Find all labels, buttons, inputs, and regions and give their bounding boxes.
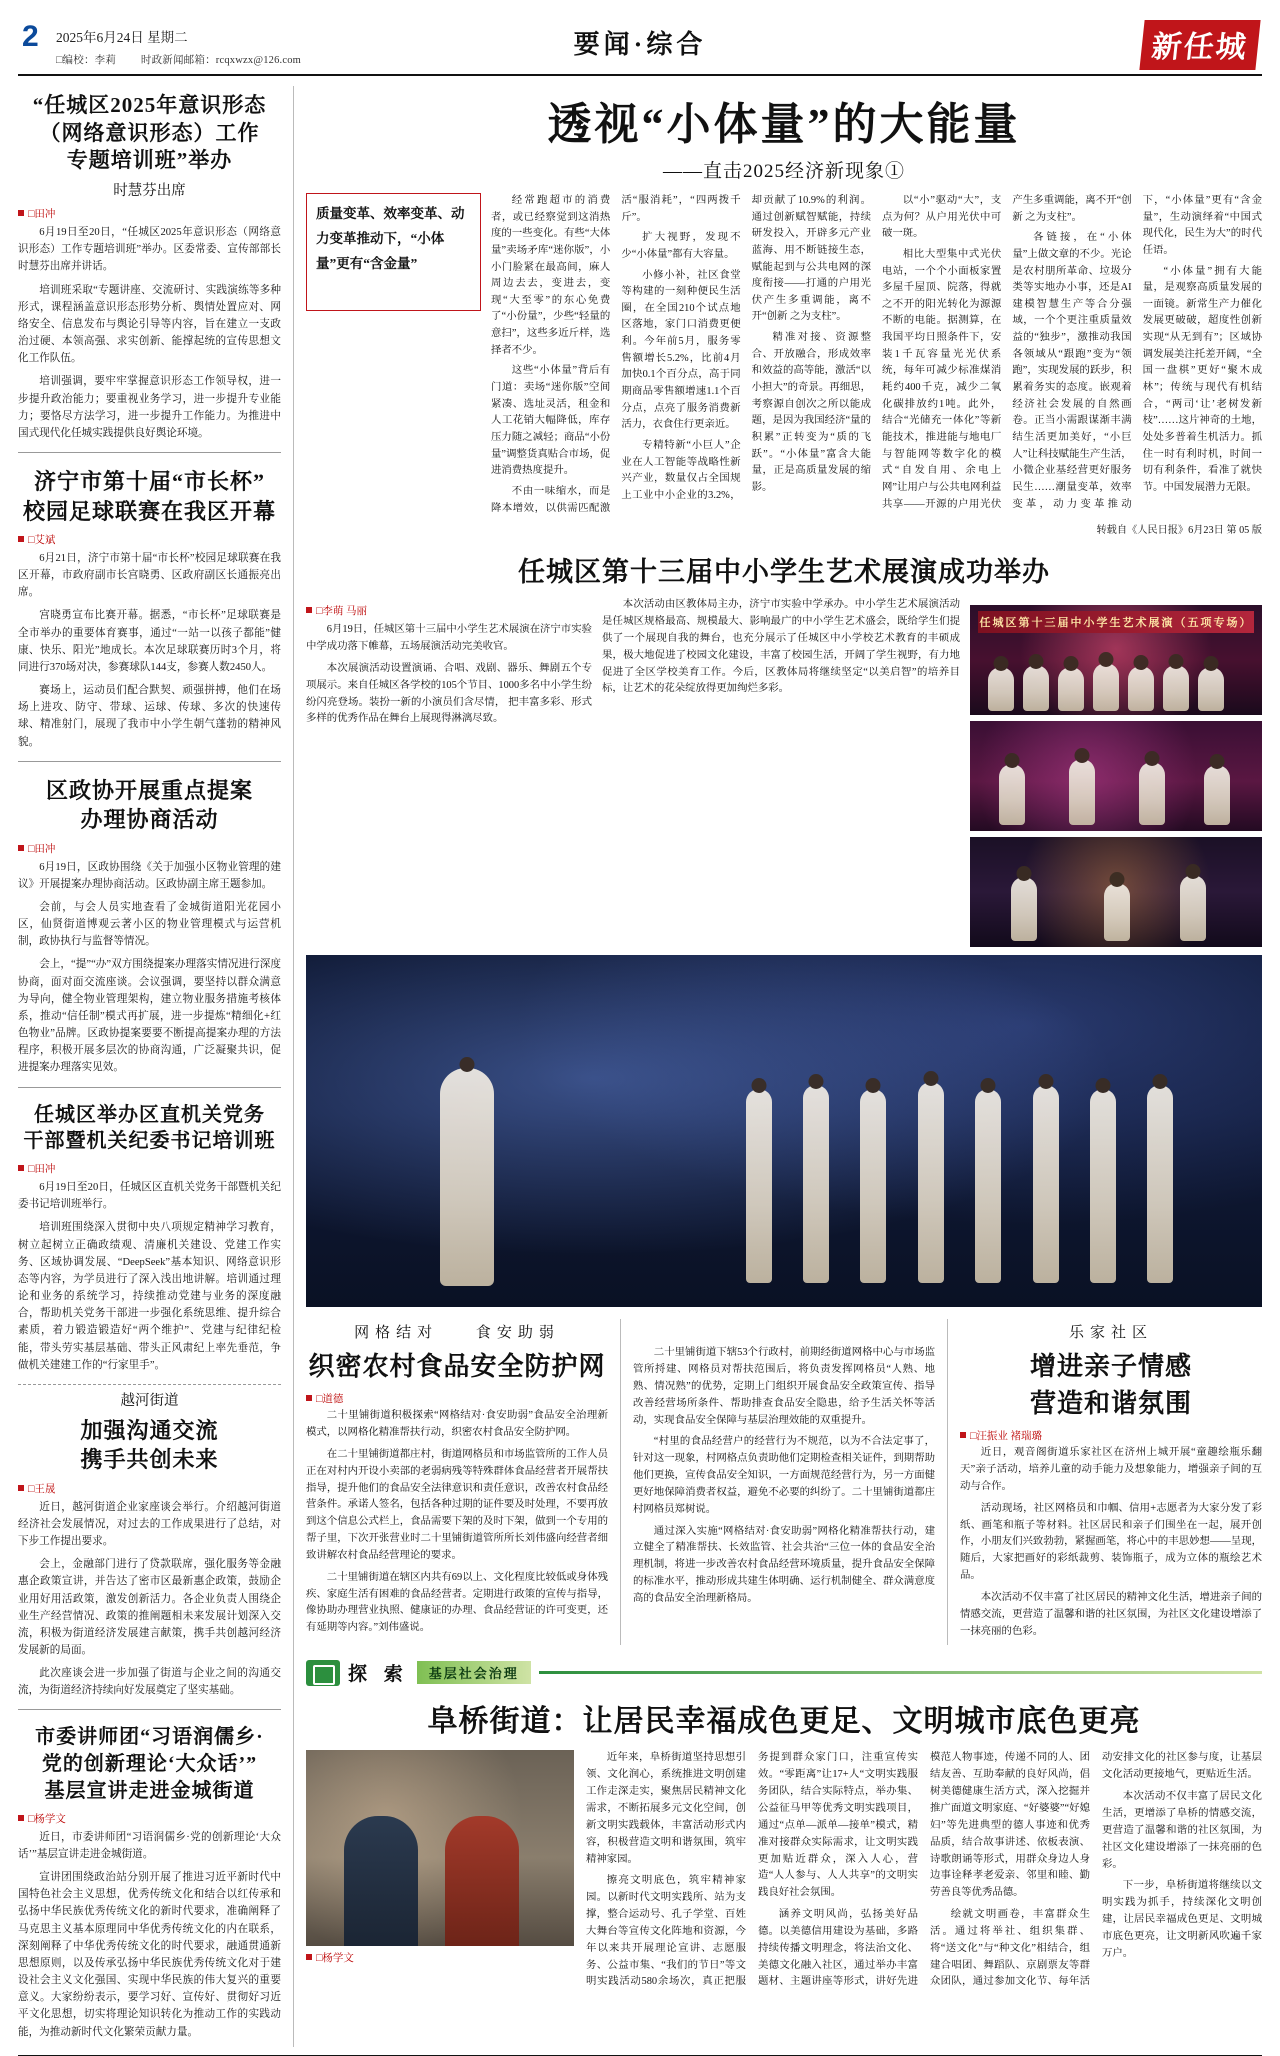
explore-text-columns <box>586 1750 1262 1991</box>
feature-text-columns <box>491 193 1262 517</box>
headline-line: 济宁市第十届“市长杯” <box>33 469 265 495</box>
paragraph: 下一步，阜桥街道将继续以文明实践为抓手，持续深化文明创建，让居民幸福成色更足、文明城市底色更亮，让文明新风吹遍千家万户。 <box>1102 1880 1262 1959</box>
art-show-left-text <box>306 597 592 947</box>
art-show-photo-column <box>970 605 1262 947</box>
paragraph: 此次座谈会进一步加强了街道与企业之间的沟通交流，为街道经济持续向好发展奠定了坚实基础。 <box>18 1668 281 1697</box>
performers <box>970 837 1262 947</box>
byline-text: □李萌 马丽 <box>316 606 367 618</box>
feature-article <box>306 88 1262 536</box>
byline <box>18 841 281 856</box>
headline <box>18 1724 281 1804</box>
byline <box>18 1481 281 1496</box>
headline <box>18 92 281 175</box>
headline-line: “任城区2025年意识形态 <box>32 93 267 117</box>
paragraph: 赛场上，运动员们配合默契、顽强拼搏，他们在场场上进攻、防守、带球、运球、传球、多次的快速传球、精准射门，展现了我市中小学生朝气蓬勃的精神风貌。 <box>18 685 281 748</box>
byline-text: □王晟 <box>28 1483 56 1495</box>
paragraph: 6月19日，任城区第十三届中小学生艺术展演在济宁市实验中学成功落下帷幕，五场展演活动完美收官。 <box>306 624 592 653</box>
headline-line: 加强沟通交流 <box>80 1417 219 1443</box>
paragraph: 宣讲团围绕政治站分别开展了推进习近平新时代中国特色社会主义思想，优秀传统文化和结合以红传承和弘扬中华民族优秀传统文化的新时代要求，准确阐释了马克思主义基本原理同中华优秀传统文化的内在联系，深刻阐释了中华优秀传统文化的时代要求，融通贯通新思想原则，以及传承弘扬中华民族优秀传统文化对于建设社会主义文化强国、实现中华民族的伟大复兴的重要意义。大家纷纷表示，要学习好、宣传好、贯彻好习近平文化思想，切实将理论知识转化为推动工作的实践动能，为推动新时代文化繁荣贡献力量。 <box>18 1872 281 2038</box>
article-cppcc <box>18 776 281 1077</box>
divider <box>18 1709 281 1710</box>
paragraph: 培训班采取“专题讲座、交流研讨、实践演练等多种形式，课程涵盖意识形态形势分析、舆情处置应对、网络安全、信息发布与舆论引导等内容，旨在建立一支政治过硬、本领高强、求实创新、能撑起统的宣传思想文化工作队伍。 <box>18 284 281 365</box>
explore-label: 探 索 <box>348 1664 409 1686</box>
headline <box>18 776 281 835</box>
paragraph: 本次活动不仅丰富了社区居民的精神文化生活，增进亲子间的情感交流，更营造了温馨和谐的社区氛围，为社区文化建设增添了一抹亮丽的色彩。 <box>960 1591 1262 1637</box>
paragraph: 二十里铺街道在辖区内共有69以上、文化程度比较低或身体残疾、家庭生活有困难的食品经营者。定期进行政策的宣传与指导，像协助办理营业执照、健康证的办理、食品经营证的许可变更，还有延期等内容。”刘伟盛说。 <box>306 1571 608 1634</box>
body <box>633 1345 935 1608</box>
kicker <box>960 1321 1262 1342</box>
divider <box>539 1671 1262 1674</box>
paragraph: 本次活动由区教体局主办，济宁市实验中学承办。中小学生艺术展演活动是任城区规格最高、规模最大、影响最广的中小学生艺术盛会，既给学生们提供了一个展现自我的舞台，也充分展示了任城区中小学校艺术教育的丰硕成果，极大地促进了校园文化建设，丰富了校园生活，开阔了学生视野，有力地促进了全区学校美育工作。今后，区教体局将继续坚定“以美启智”的培养目标，让艺术的花朵绽放得更加绚烂多彩。 <box>602 599 960 695</box>
headline: 织密农村食品安全防护网 <box>308 1352 606 1382</box>
paragraph: 培训班围绕深入贯彻中央八项规定精神学习教育，树立起树立正确政绩观、清廉机关建设、党建工作实务、区域协调发展、“DeepSeek”基本知识、网络意识形态等内容，为学员进行了深入浅出地讲解。培训通过理论和业务的系统学习，持续推动党建与业务的深度融合，帮助机关党务干部进一步强化系统思维、提升综合素质，着力锻造锻造好“两个维护”、党建与纪律纪检能，带头劳实基层基础、带头正风肃纪上率先垂范，争做机关建建工作的“行家里手”。 <box>18 1222 281 1371</box>
photo-chorus <box>970 605 1262 715</box>
byline-text: □艾斌 <box>28 534 56 546</box>
masthead <box>18 14 1262 76</box>
kicker-part: 乐家社区 <box>1068 1325 1153 1342</box>
main-column <box>306 86 1262 2047</box>
body <box>306 1408 608 1637</box>
paragraph: 6月19日，区政协围绕《关于加强小区物业管理的建议》开展提案办理协商活动。区政协副主席王题参加。 <box>18 861 281 890</box>
headline-line: 营造和谐氛围 <box>1029 1389 1192 1419</box>
stage-banner: 任城区第十三届中小学生艺术展演（五项专场） <box>978 611 1254 633</box>
byline <box>306 1391 608 1406</box>
paragraph: 精准对接、资源整合、开放融合，形成效率和效益的高等能，激活“以小担大”的奇景。再细思，考察源自创次之所以能成题，是因为我国经济“量的积累”正转变为“质的飞跃”。“小体量”富含大能量，正是高质量发展的缩影。 <box>751 332 871 493</box>
headline-line: 携手共创未来 <box>80 1447 219 1473</box>
page-number: 2 <box>22 20 39 53</box>
body <box>960 1445 1262 1640</box>
article-ideology <box>18 92 281 442</box>
lower-section <box>306 1319 1262 1645</box>
left-column <box>18 86 294 2047</box>
kicker-part: 食安助弱 <box>475 1325 560 1342</box>
headline-line: 增进亲子情感 <box>1029 1352 1192 1382</box>
paragraph: 经常跑超市的消费者，或已经察觉到这消热度的一些变化。有些“大体量”卖场矛库“迷你版”，小小门脸紧在最高间，麻人周边去去，变进去，变现“大至零”的东心免费了“小份量”，少些“轻量的意扫”，这些多近斤样，选择者不少。 <box>491 195 611 356</box>
performers <box>306 955 1262 1307</box>
explore-photo-wrap <box>306 1750 574 1991</box>
paragraph: 涵养文明风尚，弘扬美好品德。以美德信用建设为基础，多路持续传播文明理念，将法治文化、美德文化融入社区，通过举办丰富题材、主题讲座等形式，讲好先进模范人物事迹，传递不同的人、团结友善、互助奉献的良好风尚，倡树美德健康生活方式，深入挖掘并推广面道文明家庭、“好婆婆”“好媳妇”等先进典型的德人事迹和优秀品质，结合故事讲述、依板表演、诗歌朗诵等形式，用群众身边人身边事诠释孝老爱亲、邻里和睦、勤劳善良等优秀品德。 <box>758 1752 1090 1988</box>
paragraph: 小修小补，社区食堂等构建的一刻种便民生活圈，在全国210个试点地区落地，家门口消费更便利。今年前5月，服务零售额增长5.2%，比前4月加快0.1个百分点，高于同期商品零售额增速1.1个百分点，点亮了服务消费新活力，衣食住行更亲近。 <box>621 269 741 431</box>
photo-community-visit <box>306 1750 574 1946</box>
art-show-right-text <box>602 597 960 947</box>
paragraph: 绘就文明画卷，丰富群众生活。通过将举社、组织集群、将“送文化”与“种文化”相结合，组建合唱团、舞蹈队、京剧票友等群众团队，通过参加文化节、每年活动安排文化的社区参与度，让基层文化活动更接地气，更贴近生活。 <box>930 1752 1262 1988</box>
newspaper-page <box>0 14 1280 2038</box>
byline <box>18 532 281 547</box>
subhead: 时慧芬出席 <box>113 183 186 200</box>
headline-line: 市委讲师团“习语润儒乡· <box>35 1726 264 1749</box>
feature-credit: 转载自《人民日报》6月23日 第 05 版 <box>1096 525 1262 537</box>
paragraph: 扩大视野，发现不少“小体量”都有大容量。 <box>621 232 741 260</box>
byline-text: □杨学文 <box>316 1953 354 1965</box>
page-columns <box>18 86 1262 2047</box>
paragraph: 专精特新“小巨人”企业在人工智能等战略性新兴产业，数量仅占全国规上工业中小企业的3.2%，却贡献了10.9%的利润。通过创新赋智赋能，持续研发投入，开辟多元产业蓝海、用不断链接生态，赋能起到与公共电网的深度衔接——打通的户用光伏产生多重调能，离不开“创新 之为支柱”。 <box>621 195 871 501</box>
paragraph: 在二十里铺街道都庄村，街道网格员和市场监管所的工作人员正在对村内开设小卖部的老弱病残等特殊群体食品经营者开展帮扶指导，提升他们的食品安全法律意识和责任意识，改善农村食品经营条件。承诺人签名，包括各种过期的证件要及时处理，不要再放到这个信息公式栏上，食品需要下架的及时下架，做到一个专用的帮子里，下次开张营业时二十里铺街道管所所长刘伟盛向经营者细致讲解农村食品经营理论的要求。 <box>306 1448 608 1561</box>
byline-text: □田冲 <box>28 209 56 221</box>
article-food-safety <box>306 1319 608 1645</box>
dateline: 2025年6月24日 星期二 <box>56 30 188 45</box>
paragraph: 擦亮文明底色，筑牢精神家园。以新时代文明实践所、站为支撑，整合运动号、孔子学堂、百姓大舞台等宣传文化阵地和资源，今年以来共开展理论宣讲、志愿服务、公益市集、“我们的节日”等文明实践活动580余场次，真正把服务提到群众家门口，注重宣传实效。“零距离”让17+人“文明实践服务团队，结合实际特点，举办集、公益征马甲等优秀文明实践项目，通过“点单—派单—接单”模式，精准对接群众实际需求，让文明实践更加贴近群众，深入人心，营造“人人参与、人人共享”的文明实践良好社会氛围。 <box>586 1752 918 1988</box>
email-label: 时政新闻邮箱：rcqxwzx@126.com <box>140 55 302 66</box>
section-title: 要闻·综合 <box>573 30 707 59</box>
paragraph: 相比大型集中式光伏电站，一个个小面板家置多屋千屋顶、院落，得就之不开的阳光转化为源源不断的电能。据测算，在我国平均日照条件下，安装1千瓦容量光光伏系统，每年可减少标准煤消耗约400千克，减少二氧化碳排放约1吨。此外，结合“光储充一体化”等新能技术，推进能与地电厂与智能网等数字化的模式“自发自用、余电上网”让用户与公共电网利益共享——开源的户用光伏产生多重调能，离不开“创新 之为支柱”。 <box>881 195 1132 510</box>
byline-text: □田冲 <box>28 1164 56 1176</box>
kicker-part: 网格结对 <box>354 1325 439 1342</box>
kicker <box>306 1321 608 1342</box>
byline <box>960 1428 1262 1443</box>
article-party-training <box>18 1102 281 1374</box>
paragraph: 本次活动不仅丰富了居民文化生活，更增添了阜桥的情感交流，更营造了温馨和谐的社区氛围，为社区文化建设增添了一抹亮丽的色彩。 <box>1102 1791 1262 1870</box>
paragraph: 会上，“提”“办”双方围绕提案办理落实情况进行深度协商，面对面交流座谈。会议强调，要坚持以群众满意为导向，健全物业管理架构，建立物业服务措施考核体系，推动“信任制”模式再扩展，进一步提炼“精细化+红色物业”品牌。区政协提案要要不断提高提案办理的方法程序，积极开展多层次的协商沟通，广泛凝聚共识，促进提案办理落实见效。 <box>18 959 281 1074</box>
headline <box>18 1416 281 1475</box>
feature-subtitle: ——直击2025经济新现象① <box>662 161 905 182</box>
headline-line: 校园足球联赛在我区开幕 <box>22 498 276 524</box>
headline-line: 党的创新理论‘大众话’” <box>41 1753 258 1776</box>
article-lejia-community <box>960 1319 1262 1645</box>
byline <box>18 206 281 221</box>
paragraph: 6月19日至20日，“任城区2025年意识形态（网络意识形态）工作专题培训班”举办。区委常委、宣传部部长时慧芬出席并讲话。 <box>18 227 281 273</box>
paragraph: 以“小”驱动“大”，支点为何？从户用光伏中可破一斑。 <box>881 195 1002 240</box>
paragraph: 近年来，阜桥街道坚持思想引领、文化润心，系统推进文明创建工作走深走实，聚焦居民精神文化需求，不断拓展多元文化空间，创新文明实践载体，丰富活动形式内容，积极营造文明和谐氛围，筑牢精神家园。 <box>586 1752 746 1865</box>
divider <box>18 452 281 453</box>
paragraph: 各链接，在“小体量”上做文章的不少。光论是农村朋所革命、垃圾分类等实地办小事，还是AI建模智慧生产等合分强域，一个个更注重质量效益的“独步”，激推动我国各领域从“跟跑”变为“领跑”，实现发展的跃步，积累着务实的态度。嵌观着经济社会发展的自然画卷。正当小需跟谋渐丰满结生活更加美好，“小巨人”让科技赋能生产生活，小微企业基经营更好服务民生……潮量变革，效率变革，动力变革推动下，“小体量”更有“含金量”，生动演绎着“中国式现代化，民生为大”的时代任语。 <box>1012 195 1262 510</box>
paragraph: 会上，金融部门进行了贷款联席，强化服务等金融惠企政策宣讲，并告达了密市区最新惠企政策，鼓励企业用好用活政策，激发创新活力。各企业负责人围绕企业生产经营情况、政策的推阐题相未来发展计划深入交流，积极为街道经济发展建言献策，携手共创越河经济发展新的局面。 <box>18 1559 281 1656</box>
paragraph: “村里的食品经营户的经营行为不规范，以为不合法定事了，针对这一现象，村网格点负责助他们定期检查相关证件，到期帮助他们更换，宣传食品安全知识，一方面规范经营行为，另一方面健更好地保障消费者权益，避免不必要的纠纷了。二十里铺街道都庄村网格员郑树说。 <box>633 1436 935 1515</box>
headline-line: 办理协商活动 <box>80 807 219 833</box>
article-yuehe-street <box>18 1389 281 1700</box>
paragraph: 近日，市委讲师团“习语润儒乡·党的创新理论‘大众话’”基层宣讲走进金城街道。 <box>18 1831 281 1861</box>
photo-main-performance <box>306 955 1262 1307</box>
byline <box>18 1811 281 1826</box>
paragraph: 宫晓勇宣布比赛开幕。据悉，“市长杯”足球联赛是全市举办的重要体育赛事，通过“一站一以孩子都能”健康、快乐、阳光”地成长。本次足球联赛历时3个月，将同进行370场对决，参赛球队144支，参赛人数2450人。 <box>18 610 281 673</box>
byline <box>306 1950 574 1965</box>
brand-text: 新任城 <box>1150 31 1250 64</box>
feature-body <box>306 193 1262 536</box>
headline-line: 专题培训班”举办 <box>66 148 233 173</box>
divider <box>18 761 281 762</box>
paragraph: 不由一味缩水，而是降本增效，以供需匹配激活“服消耗”，“四两拨千斤”。 <box>491 195 741 514</box>
kicker: 越河街道 <box>120 1392 179 1409</box>
headline-line: 任城区举办区直机关党务 <box>34 1103 265 1126</box>
art-show-top <box>306 597 1262 947</box>
byline <box>306 603 592 620</box>
feature-title: 透视“小体量”的大能量 <box>547 100 1021 149</box>
headline-line: 基层宣讲走进金城街道 <box>44 1780 255 1803</box>
brand-logo <box>1139 20 1260 70</box>
byline-text: □道德 <box>316 1394 344 1406</box>
paragraph: 会前，与会人员实地查看了金城街道阳光花园小区，仙贤街道博观云著小区的物业管理模式与运营机制，政协执行与监督等情况。 <box>18 901 281 948</box>
headline <box>960 1346 1262 1420</box>
explore-body <box>306 1750 1262 1991</box>
explore-banner <box>306 1659 1262 1686</box>
paragraph: 近日，观音阁街道乐家社区在济州上城开展“童趣绘瓶乐翻天”亲子活动，培养儿童的动手能力及想象能力，增强亲子间的互动与合作。 <box>960 1447 1262 1492</box>
paragraph: 近日，越河街道企业家座谈会举行。介绍越河街道经济社会发展情况，对过去的工作成果进行了总结，对下步工作提出要求。 <box>18 1501 281 1548</box>
article-lecture-team <box>18 1724 281 2040</box>
paragraph: 培训强调，要牢牢掌握意识形态工作领导权，进一步提升政治能力；要重视业务学习，进一步提升专业能力；要恪尽方法学习，进一步提升工作能力。为推进中国式现代化任城实践提供良好舆论环境。 <box>18 376 281 439</box>
paragraph: 这些“小体量”背后有门道：卖场“迷你版”空间紧凑、选址灵活，租金和人工花销大幅降低，库存压力随之减轻；商品“小份量”调整货真贴合市场，促进消费热度提升。 <box>491 365 611 477</box>
explore-headline: 阜桥街道：让居民幸福成色更足、文明城市底色更亮 <box>427 1705 1141 1739</box>
headline-line: 区政协开展重点提案 <box>45 777 253 803</box>
headline <box>18 1102 281 1156</box>
performers <box>970 605 1262 715</box>
byline-text: □杨学文 <box>28 1813 66 1825</box>
paragraph: 6月19日至20日，任城区区直机关党务干部暨机关纪委书记培训班举行。 <box>18 1182 281 1211</box>
divider <box>18 1384 281 1385</box>
divider <box>18 1087 281 1088</box>
paragraph: 二十里铺街道积极探索“网格结对·食安助弱”食品安全治理新模式，以网格化精准帮扶行动，织密农村食品安全防护网。 <box>306 1410 608 1439</box>
photo-dance <box>970 721 1262 831</box>
byline-text: □汪振业 褚瑞璐 <box>970 1431 1042 1443</box>
paragraph: 通过深入实施“网格结对·食安助弱”网格化精准帮扶行动，建立健全了精准帮扶、长效监管、社会共治“三位一体的食品安全治理机制，将进一步改善农村食品经营环境质量，提升食品安全保障的标准水平，推动形成共建生体明确、运行机制健全、群众满意度高的食品安全治理新格局。 <box>633 1525 935 1604</box>
byline <box>18 1161 281 1176</box>
feature-text <box>491 193 1262 536</box>
headline <box>18 467 281 526</box>
article-food-safety-continued <box>620 1319 948 1645</box>
paragraph: 二十里铺街道下辖53个行政村，前期经街道网格中心与市场监管所捋建、网格员对帮扶范围后，将负责发挥网格员“人熟、地熟、情况熟”的优势，定期上门组织开展食品安全政策宣传、指导改善经营场所条件、帮助排查食品安全隐患，给予生活关怀等活动，实现食品安全保障与基层治理效能的双重提升。 <box>633 1347 935 1426</box>
explore-tag: 基层社会治理 <box>417 1661 531 1684</box>
headline-line: （网络意识形态）工作 <box>39 120 260 145</box>
photo-instrument <box>970 837 1262 947</box>
paragraph: 活动现场，社区网格员和巾帼、信用+志愿者为大家分发了彩纸、画笔和瓶子等材料。社区居民和亲子们围坐在一起，展开创作，小朋友们兴致勃勃，紧握画笔，将心中的丰思妙想——呈现，随后，大家把画好的彩纸裁剪、装饰瓶子，成为立体的瓶绘艺术品。 <box>960 1502 1262 1582</box>
article-football <box>18 467 281 751</box>
book-icon <box>306 1660 340 1686</box>
art-show-article <box>306 550 1262 1307</box>
editor-label: □编校：李莉 <box>56 55 117 66</box>
paragraph: “小体量”拥有大能量，是观察高质量发展的一面镜。新常生产力催化发展更破破，超度性创新实现“从无到有”；区域协调发展美注托差开阔，“全国一盘棋”更好“聚木成林”；传统与现代有机结合，“两司‘让’老树发新枝”……这片神奇的土地，处处多普着生机活力。抓住一时有利时机，时间一切有利条件，看准了就快节。中国发展潜力无限。 <box>1142 265 1262 493</box>
byline-text: □田冲 <box>28 843 56 855</box>
feature-pullquote: 质量变革、效率变革、动力变革推动下，“小体量”更有“含金量” <box>306 193 481 311</box>
performers <box>970 721 1262 831</box>
headline-line: 干部暨机关纪委书记培训班 <box>23 1130 276 1153</box>
paragraph: 本次展演活动设置演诵、合唱、戏剧、器乐、舞剧五个专项展示。来自任城区各学校的105个节目、1000多名中小学生纷纷闪亮登场。装扮一新的小演员们含尽情， 把丰富多彩、形式多样的优秀作品在舞台上展现得淋漓尽致。 <box>306 662 592 725</box>
art-show-title: 任城区第十三届中小学生艺术展演成功举办 <box>518 557 1050 588</box>
paragraph: 6月21日，济宁市第十届“市长杯”校园足球联赛在我区开幕，市政府副市长宫晓勇、区政府副区长通振亮出席。 <box>18 552 281 599</box>
